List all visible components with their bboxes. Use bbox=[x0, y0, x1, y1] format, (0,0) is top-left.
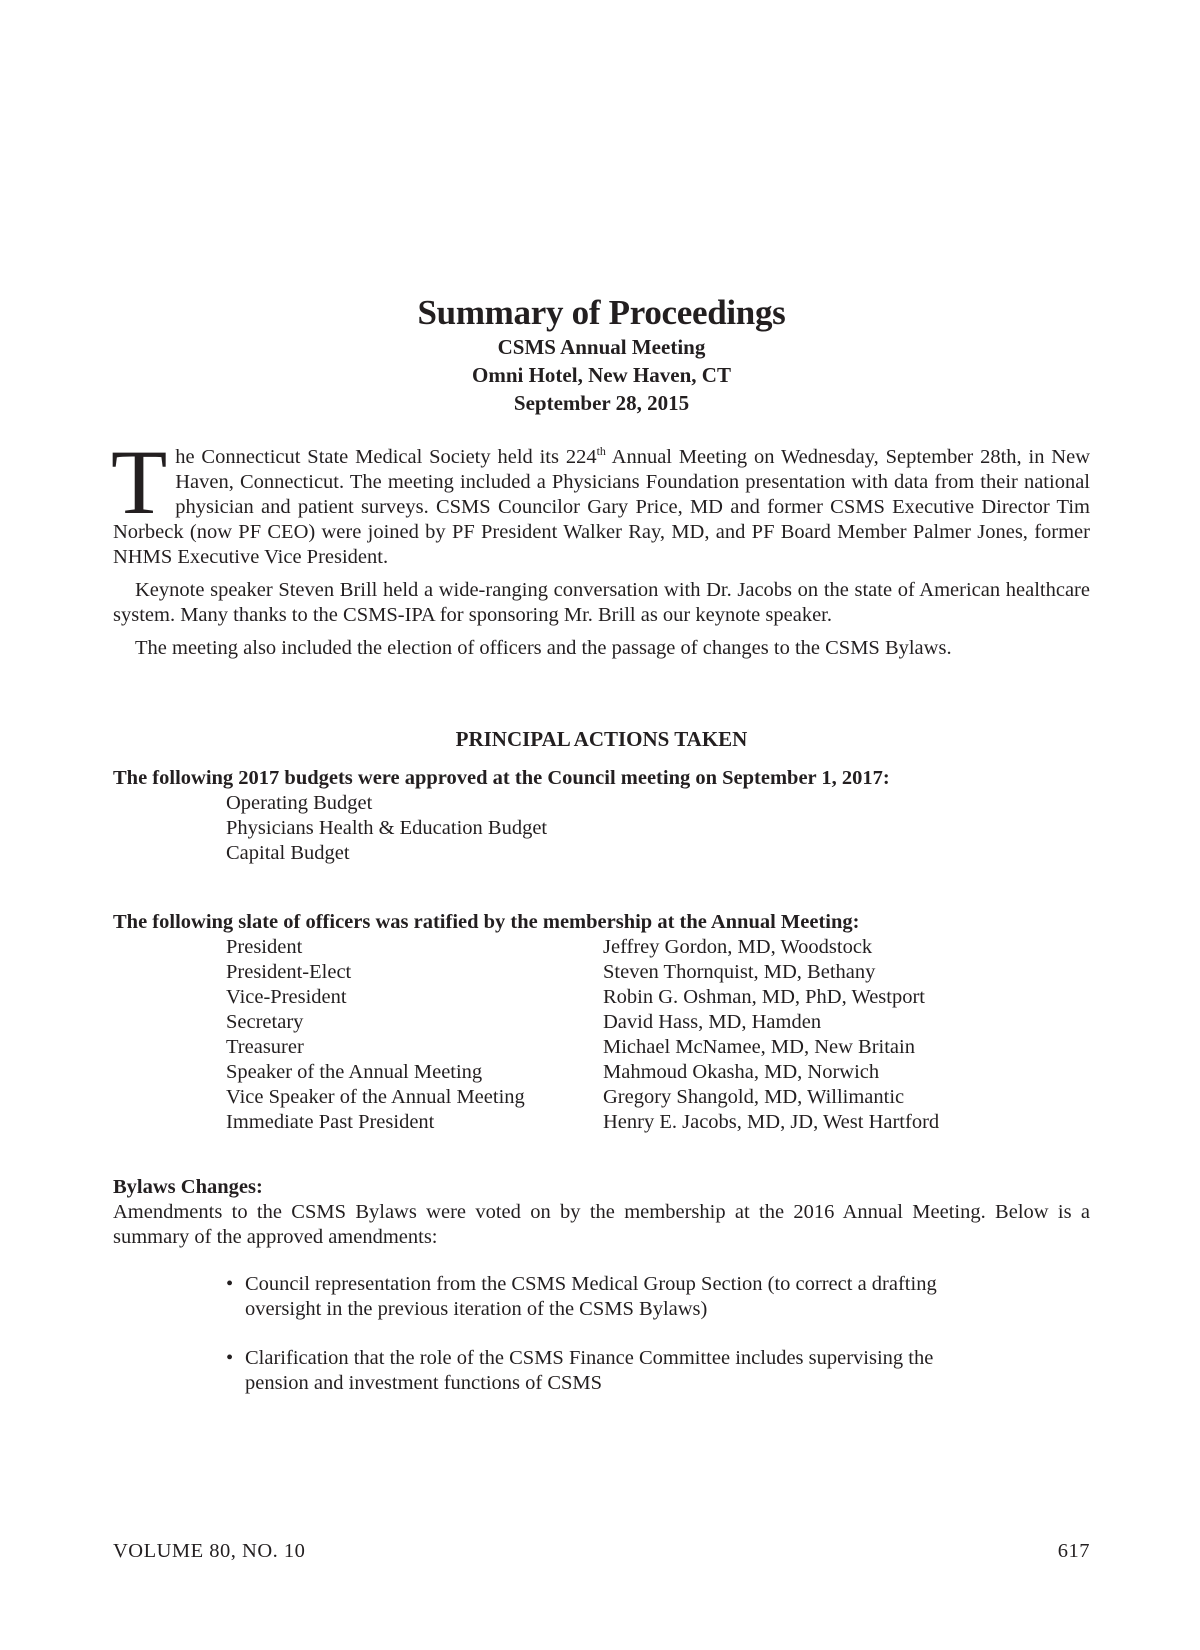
officer-role: Treasurer bbox=[226, 1036, 304, 1058]
officer-row bbox=[113, 935, 1090, 960]
officer-role: President-Elect bbox=[226, 961, 352, 983]
officers-heading: The following slate of officers was ratified by the membership at the Annual Meeting: bbox=[113, 911, 860, 933]
officer-row bbox=[113, 1085, 1090, 1110]
officer-row bbox=[113, 1060, 1090, 1085]
officer-name: Henry E. Jacobs, MD, JD, West Hartford bbox=[603, 1111, 940, 1133]
officer-name: Mahmoud Okasha, MD, Norwich bbox=[603, 1061, 880, 1083]
list-item bbox=[226, 1272, 945, 1322]
intro-paragraph-1-text-b: Annual Meeting on Wednesday, September 28th, in New Haven, Connecticut. The meeting included a Physicians Foundation presentation with data from their national physician and patient surveys. CSMS Councilor Gary Price, MD and former CSMS Executive Director Tim Norbeck (now PF CEO) were joined by PF President Walker Ray, MD, and PF Board Member Palmer Jones, former NHMS Executive Vice President. bbox=[113, 446, 1090, 568]
budgets-heading: The following 2017 budgets were approved at the Council meeting on September 1, 2017: bbox=[113, 767, 890, 789]
intro-paragraph-2: Keynote speaker Steven Brill held a wide-ranging conversation with Dr. Jacobs on the state of American healthcare system. Many thanks to the CSMS-IPA for sponsoring Mr. Brill as our keynote speaker. bbox=[113, 579, 1090, 626]
volume-label: VOLUME 80, NO. 10 bbox=[113, 1540, 306, 1562]
officer-role: Vice-President bbox=[226, 986, 347, 1008]
budgets-section bbox=[113, 766, 1090, 866]
budget-list bbox=[113, 791, 1090, 866]
officer-name: Steven Thornquist, MD, Bethany bbox=[603, 961, 876, 983]
officer-name: Gregory Shangold, MD, Willimantic bbox=[603, 1086, 905, 1108]
list-item bbox=[226, 1346, 945, 1396]
section-title: PRINCIPAL ACTIONS TAKEN bbox=[455, 727, 748, 751]
drop-cap: T bbox=[111, 431, 168, 533]
list-item: Operating Budget bbox=[226, 792, 373, 814]
page-number: 617 bbox=[1057, 1540, 1090, 1562]
ordinal-suffix: th bbox=[596, 444, 606, 459]
bylaws-text: Amendments to the CSMS Bylaws were voted on by the membership at the 2016 Annual Meeting. Below is a summary of the approved amendments: bbox=[113, 1201, 1090, 1248]
list-item: Physicians Health & Education Budget bbox=[226, 817, 548, 839]
officer-row bbox=[113, 1010, 1090, 1035]
intro-paragraph-3: The meeting also included the election of officers and the passage of changes to the CSMS Bylaws. bbox=[135, 637, 952, 659]
officer-row bbox=[113, 1110, 1090, 1135]
officers-section bbox=[113, 910, 1090, 1135]
page-title: Summary of Proceedings bbox=[417, 293, 786, 332]
list-item-text: Council representation from the CSMS Medical Group Section (to correct a drafting oversight in the previous iteration of the CSMS Bylaws) bbox=[245, 1273, 937, 1320]
bylaws-heading: Bylaws Changes: bbox=[113, 1176, 263, 1198]
bullet-icon: • bbox=[226, 1273, 234, 1295]
intro-section bbox=[111, 431, 1090, 669]
officer-role: Secretary bbox=[226, 1011, 304, 1033]
officer-role: President bbox=[226, 936, 303, 958]
officer-role: Speaker of the Annual Meeting bbox=[226, 1061, 483, 1083]
meeting-name: CSMS Annual Meeting bbox=[497, 335, 706, 359]
officer-name: Michael McNamee, MD, New Britain bbox=[603, 1036, 915, 1058]
intro-paragraph-1 bbox=[111, 431, 1090, 570]
bylaws-section bbox=[113, 1175, 1090, 1420]
meeting-date: September 28, 2015 bbox=[513, 391, 690, 415]
document-page bbox=[113, 0, 1090, 1650]
officer-row bbox=[113, 985, 1090, 1010]
bylaws-amendment-list bbox=[113, 1272, 1090, 1396]
officer-row bbox=[113, 1035, 1090, 1060]
list-item: Capital Budget bbox=[226, 842, 350, 864]
meeting-location: Omni Hotel, New Haven, CT bbox=[472, 363, 731, 387]
officer-role: Vice Speaker of the Annual Meeting bbox=[226, 1086, 525, 1108]
officer-name: David Hass, MD, Hamden bbox=[603, 1011, 822, 1033]
bullet-icon: • bbox=[226, 1347, 234, 1369]
officer-name: Robin G. Oshman, MD, PhD, Westport bbox=[603, 986, 925, 1008]
list-item-text: Clarification that the role of the CSMS Finance Committee includes supervising the pension and investment functions of CSMS bbox=[245, 1347, 934, 1394]
intro-paragraph-1-text-a: he Connecticut State Medical Society held its 224 bbox=[175, 446, 597, 468]
title-block bbox=[113, 293, 1090, 417]
officer-row bbox=[113, 960, 1090, 985]
officer-role: Immediate Past President bbox=[226, 1111, 435, 1133]
officer-name: Jeffrey Gordon, MD, Woodstock bbox=[603, 936, 873, 958]
